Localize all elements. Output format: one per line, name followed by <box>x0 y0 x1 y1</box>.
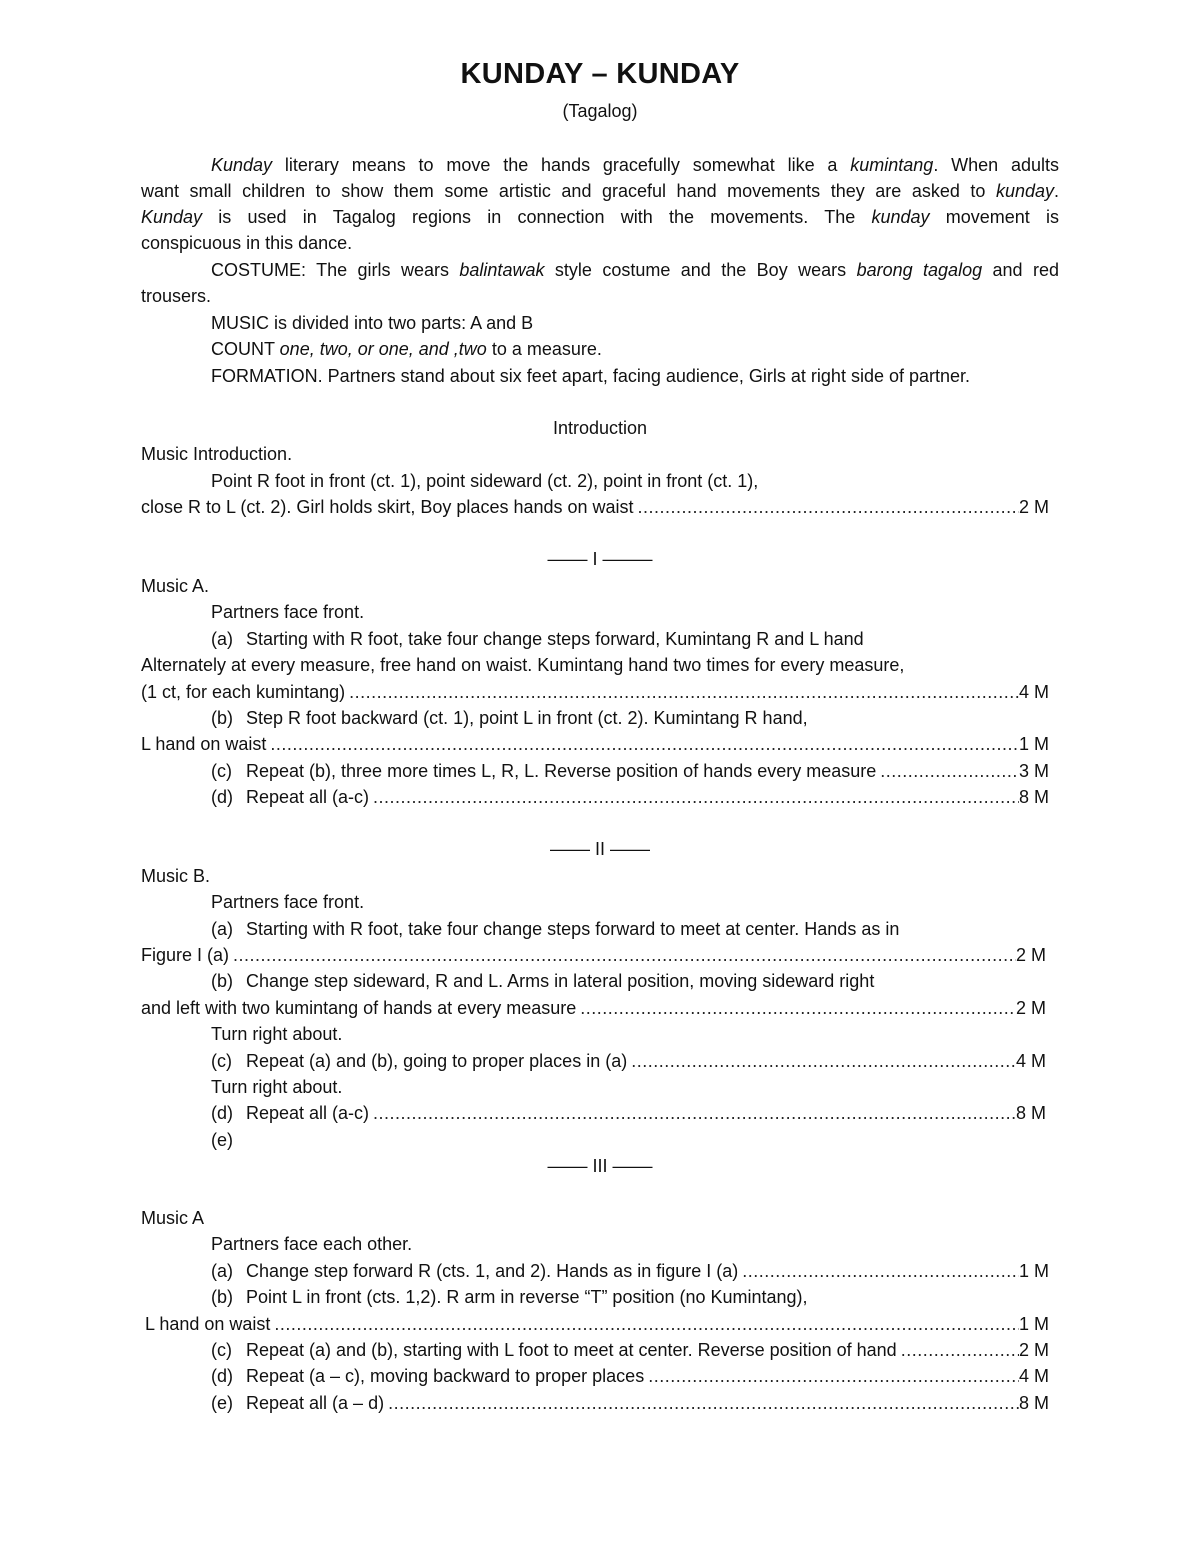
measure-count: 2 M <box>1015 945 1046 965</box>
measure-count: 4 M <box>1015 1051 1046 1071</box>
figure-2-step-a: (a) Starting with R foot, take four change steps forward to meet at center. Hands as in <box>211 919 900 939</box>
introduction-music: Music Introduction. <box>141 444 293 464</box>
intro-line-2: want small children to show them some artistic and graceful hand movements they are asked to kunday. <box>141 181 1059 201</box>
figure-2-music: Music B. <box>141 866 211 886</box>
measure-count: 4 M <box>1018 1366 1049 1386</box>
measure-count: 1 M <box>1018 1314 1049 1334</box>
music-line: MUSIC is divided into two parts: A and B <box>211 313 534 333</box>
figure-3-step-b-end: L hand on waist ..... 1 M <box>145 1311 1049 1337</box>
page-subtitle: (Tagalog) <box>562 101 638 121</box>
page-title: KUNDAY – KUNDAY <box>460 58 740 90</box>
measure-count: 4 M <box>1018 682 1049 702</box>
figure-1-step-b: (b) Step R foot backward (ct. 1), point L in front (ct. 2). Kumintang R hand, <box>211 708 808 728</box>
costume-line-1: COSTUME: The girls wears balintawak style costume and the Boy wears barong tagalog and red <box>211 260 1059 280</box>
intro-line-1: Kunday literary means to move the hands gracefully somewhat like a kumintang. When adults <box>211 155 1059 175</box>
figure-2-step-b: (b) Change step sideward, R and L. Arms in lateral position, moving sideward right <box>211 971 875 991</box>
intro-line-3: Kunday is used in Tagalog regions in connection with the movements. The kunday movement is <box>141 207 1059 227</box>
figure-2-step-c: (c) Repeat (a) and (b), going to proper places in (a) ..... 4 M <box>211 1048 1046 1074</box>
measure-count: 2 M <box>1018 1340 1049 1360</box>
introduction-heading: Introduction <box>552 418 648 438</box>
figure-3-music: Music A <box>141 1208 205 1228</box>
figure-3-stance: Partners face each other. <box>211 1234 413 1254</box>
figure-3-step-e: (e) Repeat all (a – d) ..... 8 M <box>211 1390 1049 1416</box>
figure-1-music: Music A. <box>141 576 210 596</box>
intro-line-4: conspicuous in this dance. <box>141 233 353 253</box>
figure-2-step-a-end: Figure I (a) ..... 2 M <box>141 942 1046 968</box>
figure-2-heading: –––– II –––– <box>549 839 651 859</box>
figure-1-stance: Partners face front. <box>211 602 365 622</box>
figure-1-heading: –––– I ––––– <box>547 549 653 569</box>
figure-2-step-e: (e) <box>211 1130 233 1150</box>
measure-count: 8 M <box>1015 1103 1046 1123</box>
figure-2-step-d: (d) Repeat all (a-c) ..... 8 M <box>211 1100 1046 1126</box>
figure-1-step-a-cont: Alternately at every measure, free hand on waist. Kumintang hand two times for every measure, <box>141 655 905 675</box>
measure-count: 3 M <box>1018 761 1049 781</box>
figure-2-turn-2: Turn right about. <box>211 1077 343 1097</box>
figure-1-step-c: (c) Repeat (b), three more times L, R, L. Reverse position of hands every measure ..... 3 M <box>211 758 1049 784</box>
figure-3-step-c: (c) Repeat (a) and (b), starting with L foot to meet at center. Reverse position of hand ..... 2 M <box>211 1337 1049 1363</box>
measure-count: 8 M <box>1018 1393 1049 1413</box>
count-line: COUNT one, two, or one, and ,two to a measure. <box>211 339 602 359</box>
figure-1-step-b-end: L hand on waist ..... 1 M <box>141 731 1049 757</box>
figure-2-turn-1: Turn right about. <box>211 1024 343 1044</box>
figure-1-step-a-end: (1 ct, for each kumintang) ..... 4 M <box>141 679 1049 705</box>
figure-3-heading: –––– III –––– <box>547 1156 653 1176</box>
figure-2-step-b-end: and left with two kumintang of hands at every measure ..... 2 M <box>141 995 1046 1021</box>
figure-3-step-d: (d) Repeat (a – c), moving backward to proper places ..... 4 M <box>211 1363 1049 1389</box>
figure-1-step-d: (d) Repeat all (a-c) ..... 8 M <box>211 784 1049 810</box>
costume-line-2: trousers. <box>141 286 212 306</box>
figure-3-step-a: (a) Change step forward R (cts. 1, and 2). Hands as in figure I (a) ..... 1 M <box>211 1258 1049 1284</box>
measure-count: 2 M <box>1018 497 1049 517</box>
measure-count: 8 M <box>1018 787 1049 807</box>
measure-count: 2 M <box>1015 998 1046 1018</box>
formation-line: FORMATION. Partners stand about six feet apart, facing audience, Girls at right side of partner. <box>211 366 971 386</box>
measure-count: 1 M <box>1018 734 1049 754</box>
introduction-line-2: close R to L (ct. 2). Girl holds skirt, Boy places hands on waist ..... 2 M <box>141 494 1049 520</box>
introduction-line-1: Point R foot in front (ct. 1), point sideward (ct. 2), point in front (ct. 1), <box>211 471 759 491</box>
figure-1-step-a: (a) Starting with R foot, take four change steps forward, Kumintang R and L hand <box>211 629 864 649</box>
measure-count: 1 M <box>1018 1261 1049 1281</box>
figure-3-step-b: (b) Point L in front (cts. 1,2). R arm in reverse “T” position (no Kumintang), <box>211 1287 808 1307</box>
figure-2-stance: Partners face front. <box>211 892 365 912</box>
